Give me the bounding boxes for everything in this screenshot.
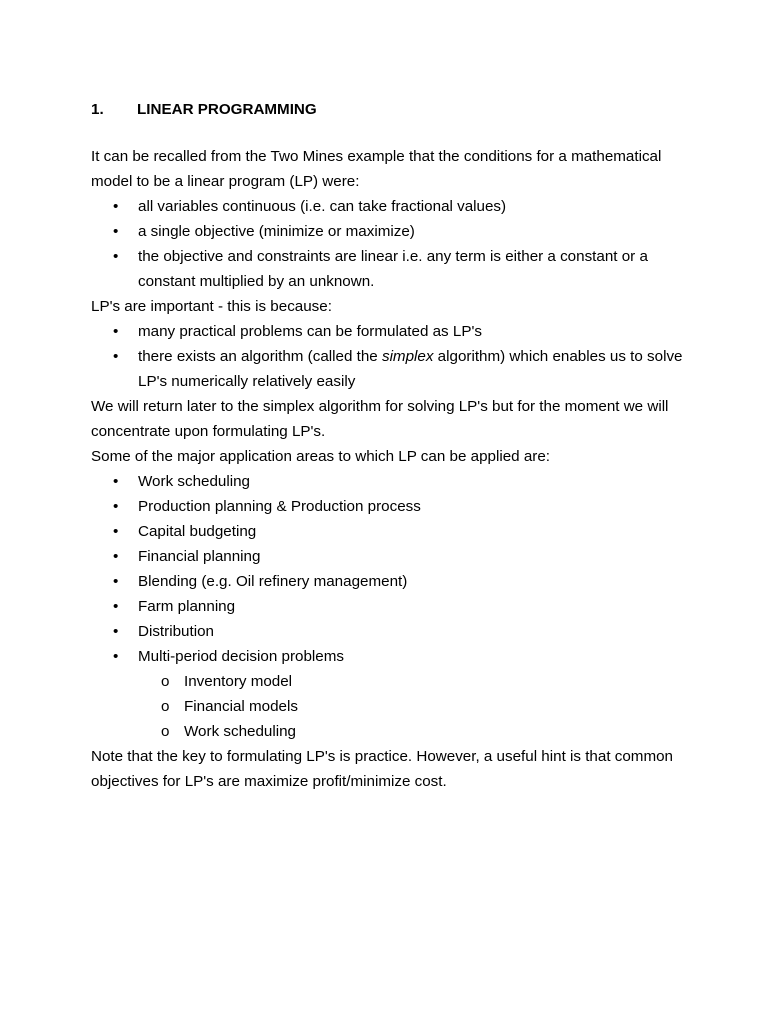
bullet-icon: • xyxy=(113,198,119,215)
bullet-icon: • xyxy=(113,523,119,540)
bullet-icon: • xyxy=(113,348,119,365)
list-item: • Blending (e.g. Oil refinery management) xyxy=(91,569,691,594)
areas-list xyxy=(91,469,691,669)
list-item: • Multi-period decision problems xyxy=(91,644,691,669)
list-item: • Farm planning xyxy=(91,594,691,619)
list-item: o Financial models xyxy=(91,694,691,719)
bullet-icon: • xyxy=(113,573,119,590)
bullet-icon: • xyxy=(113,623,119,640)
importance-paragraph: LP's are important - this is because: xyxy=(91,298,332,315)
intro-paragraph: It can be recalled from the Two Mines example that the conditions for a mathematical model to be a linear program (LP) were: xyxy=(91,148,662,190)
simplex-emphasis: simplex xyxy=(381,348,434,365)
circle-bullet-icon: o xyxy=(161,673,170,690)
circle-bullet-icon: o xyxy=(161,723,170,740)
list-item: • Financial planning xyxy=(91,544,691,569)
section-heading xyxy=(91,98,691,122)
bullet-icon: • xyxy=(113,598,119,615)
list-item: o Work scheduling xyxy=(91,719,691,744)
section-number: 1. xyxy=(91,101,104,118)
importance-list xyxy=(91,319,691,394)
list-item: • Distribution xyxy=(91,619,691,644)
bullet-icon: • xyxy=(113,498,119,515)
list-item: • Capital budgeting xyxy=(91,519,691,544)
document-page xyxy=(91,98,691,794)
list-item: • the objective and constraints are linear i.e. any term is either a constant or a constant multiplied by an unknown. xyxy=(91,244,691,294)
bullet-icon: • xyxy=(113,473,119,490)
conditions-list xyxy=(91,194,691,294)
bullet-icon: • xyxy=(113,323,119,340)
list-item: • all variables continuous (i.e. can take fractional values) xyxy=(91,194,691,219)
note-paragraph: Note that the key to formulating LP's is practice. However, a useful hint is that common objectives for LP's are maximize profit/minimize cost. xyxy=(91,748,673,790)
list-item: o Inventory model xyxy=(91,669,691,694)
return-paragraph: We will return later to the simplex algorithm for solving LP's but for the moment we will concentrate upon formulating LP's. xyxy=(91,398,669,440)
list-item: • Production planning & Production process xyxy=(91,494,691,519)
circle-bullet-icon: o xyxy=(161,698,170,715)
list-item: • Work scheduling xyxy=(91,469,691,494)
list-item: • many practical problems can be formulated as LP's xyxy=(91,319,691,344)
areas-paragraph: Some of the major application areas to which LP can be applied are: xyxy=(91,448,550,465)
bullet-icon: • xyxy=(113,248,119,265)
bullet-icon: • xyxy=(113,648,119,665)
bullet-icon: • xyxy=(113,223,119,240)
list-item: • a single objective (minimize or maximize) xyxy=(91,219,691,244)
bullet-icon: • xyxy=(113,548,119,565)
section-title: LINEAR PROGRAMMING xyxy=(137,101,317,118)
sub-areas-list xyxy=(91,669,691,744)
list-item: • there exists an algorithm (called the simplex algorithm) which enables us to solve LP's numerically relatively easily xyxy=(91,344,691,394)
